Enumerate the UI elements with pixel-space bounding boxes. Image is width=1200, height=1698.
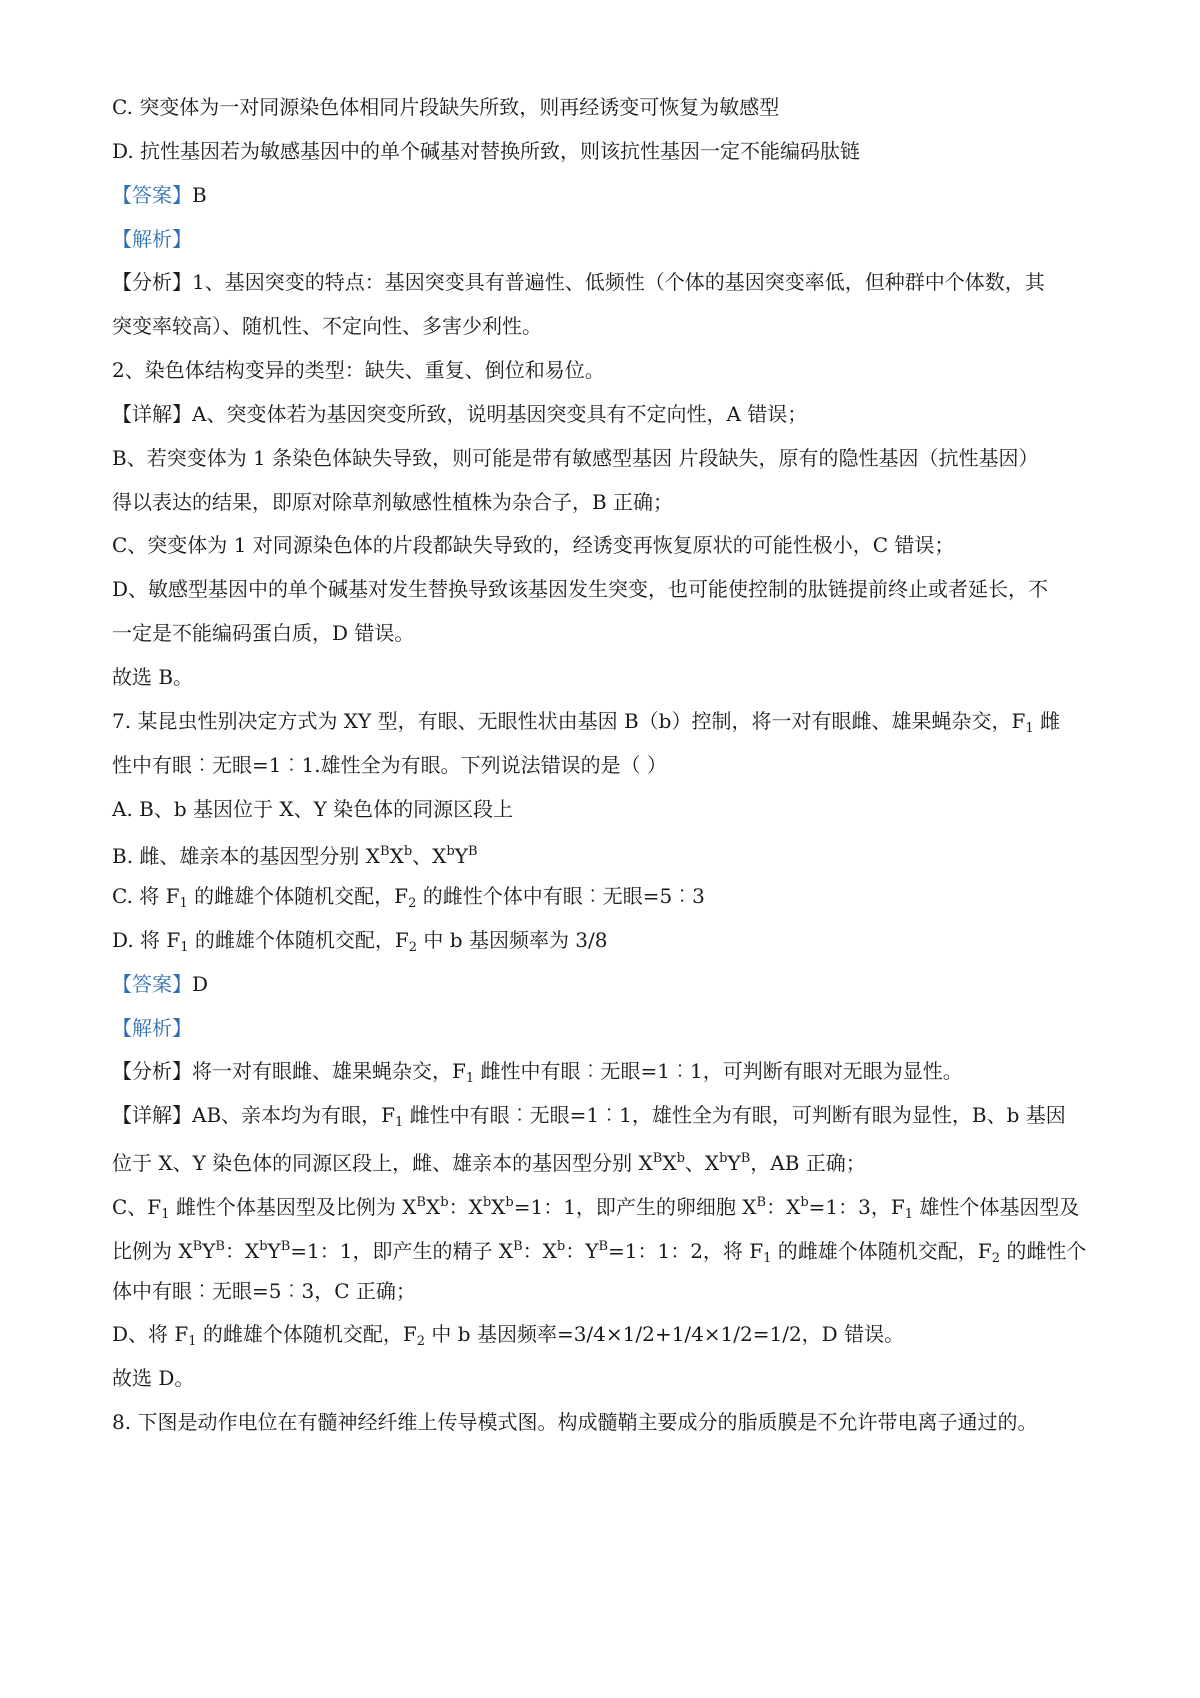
subscript: 2 bbox=[416, 1334, 426, 1349]
text: B. 雌、雄亲本的基因型分别 X bbox=[112, 844, 381, 868]
subscript: 1 bbox=[763, 1251, 772, 1266]
text: 的雌性个 bbox=[999, 1239, 1087, 1263]
q7-detail-line5: 体中有眼︰无眼=5︰3，C 正确； bbox=[112, 1279, 416, 1303]
q7-jiexi-tag: 【解析】 bbox=[112, 1016, 192, 1040]
q7-detail-line6 bbox=[112, 1320, 904, 1356]
subscript: 1 bbox=[161, 1207, 170, 1222]
superscript: B bbox=[598, 1239, 608, 1254]
subscript: 2 bbox=[991, 1251, 1000, 1266]
q6-detail-b1: B、若突变体为 1 条染色体缺失导致，则可能是带有敏感型基因 片段缺失，原有的隐性基因（抗性基因） bbox=[112, 446, 1039, 470]
q6-detail-d2: 一定是不能编码蛋白质，D 错误。 bbox=[112, 621, 415, 645]
text: Y bbox=[267, 1239, 281, 1263]
q6-option-d: D. 抗性基因若为敏感基因中的单个碱基对替换所致，则该抗性基因一定不能编码肽链 bbox=[112, 139, 861, 163]
text: X bbox=[425, 1195, 441, 1219]
text: X bbox=[468, 1195, 483, 1219]
superscript: B bbox=[756, 1195, 767, 1210]
answer-tag: 【答案】 bbox=[112, 183, 192, 207]
q6-detail-a: 【详解】A、突变体若为基因突变所致，说明基因突变具有不定向性，A 错误； bbox=[112, 402, 808, 426]
text: X bbox=[389, 844, 404, 868]
subscript: 1 bbox=[180, 940, 189, 955]
text: 7. 某昆虫性别决定方式为 XY 型，有眼、无眼性状由基因 B（b）控制，将一对有眼雌、雄果蝇杂交，F bbox=[112, 709, 1026, 733]
text: 【详解】AB、亲本均为有眼，F bbox=[112, 1103, 396, 1127]
q6-detail-b2: 得以表达的结果，即原对除草剂敏感性植株为杂合子，B 正确； bbox=[112, 490, 674, 514]
q7-stem-line1 bbox=[112, 707, 1060, 743]
text: X bbox=[542, 1239, 557, 1263]
superscript: b bbox=[446, 844, 455, 859]
text: 雌性中有眼︰无眼=1︰1，雄性全为有眼，可判断有眼为显性，B、b 基因 bbox=[403, 1103, 1066, 1127]
superscript: b bbox=[440, 1195, 449, 1210]
subscript: 2 bbox=[408, 896, 417, 911]
text: 【分析】将一对有眼雌、雄果蝇杂交，F bbox=[112, 1059, 466, 1083]
text: 雄性个体基因型及 bbox=[913, 1195, 1080, 1219]
q7-detail-line2 bbox=[112, 1145, 866, 1177]
text: =1：1：2，将 F bbox=[608, 1239, 764, 1263]
text: =1：3，F bbox=[808, 1195, 905, 1219]
text: ： bbox=[224, 1239, 245, 1263]
q7-detail-line3 bbox=[112, 1189, 1079, 1229]
q7-conclusion: 故选 D。 bbox=[112, 1366, 195, 1390]
text: C. 将 F bbox=[112, 884, 180, 908]
text: 雌 bbox=[1033, 709, 1060, 733]
answer-value: D bbox=[192, 972, 209, 996]
text: 、 bbox=[412, 844, 433, 868]
superscript: b bbox=[719, 1151, 728, 1166]
superscript: b bbox=[482, 1195, 492, 1210]
text: X bbox=[662, 1151, 677, 1175]
text: 的雌雄个体随机交配，F bbox=[771, 1239, 992, 1263]
text: 中 b 基因频率为 3/8 bbox=[417, 928, 608, 952]
text: ： bbox=[565, 1239, 586, 1263]
superscript: B bbox=[192, 1239, 203, 1254]
text: 的雌雄个体随机交配，F bbox=[196, 1322, 417, 1346]
text: 的雌性个体中有眼︰无眼=5︰3 bbox=[416, 884, 705, 908]
superscript: B bbox=[740, 1151, 751, 1166]
text: 雌性中有眼︰无眼=1︰1，可判断有眼对无眼为显性。 bbox=[474, 1059, 963, 1083]
q6-analysis-2: 2、染色体结构变异的类型：缺失、重复、倒位和易位。 bbox=[112, 358, 605, 382]
q7-option-b bbox=[112, 838, 478, 870]
q7-detail-line4 bbox=[112, 1233, 1086, 1273]
q6-jiexi-tag: 【解析】 bbox=[112, 227, 192, 251]
superscript: b bbox=[800, 1195, 809, 1210]
subscript: 1 bbox=[179, 896, 188, 911]
superscript: B bbox=[416, 1195, 426, 1210]
text: X bbox=[704, 1151, 720, 1175]
text: ，AB 正确； bbox=[750, 1151, 866, 1175]
q7-detail-line1 bbox=[112, 1101, 1066, 1137]
subscript: 1 bbox=[1025, 721, 1034, 736]
text: X bbox=[432, 844, 447, 868]
text: ： bbox=[448, 1195, 469, 1219]
text: 的雌雄个体随机交配，F bbox=[188, 928, 409, 952]
superscript: B bbox=[215, 1239, 225, 1254]
q7-option-a: A. B、b 基因位于 X、Y 染色体的同源区段上 bbox=[112, 797, 514, 821]
text: 中 b 基因频率=3/4×1/2+1/4×1/2=1/2，D 错误。 bbox=[425, 1322, 905, 1346]
text: ： bbox=[522, 1239, 543, 1263]
q6-detail-d1: D、敏感型基因中的单个碱基对发生替换导致该基因发生突变，也可能使控制的肽链提前终止或者延长，不 bbox=[112, 577, 1049, 601]
text: 的雌雄个体随机交配，F bbox=[187, 884, 409, 908]
superscript: B bbox=[652, 1151, 663, 1166]
text: =1：1，即产生的精子 X bbox=[290, 1239, 514, 1263]
text: Y bbox=[202, 1239, 216, 1263]
text: Y bbox=[585, 1239, 599, 1263]
answer-value: B bbox=[192, 183, 207, 207]
text: =1：1，即产生的卵细胞 X bbox=[513, 1195, 757, 1219]
text: D. 将 F bbox=[112, 928, 181, 952]
superscript: B bbox=[467, 844, 478, 859]
superscript: b bbox=[505, 1195, 514, 1210]
subscript: 1 bbox=[904, 1207, 914, 1222]
text: X bbox=[244, 1239, 260, 1263]
superscript: B bbox=[513, 1239, 523, 1254]
superscript: b bbox=[259, 1239, 268, 1254]
text: C、F bbox=[112, 1195, 162, 1219]
answer-tag: 【答案】 bbox=[112, 972, 192, 996]
q6-conclusion: 故选 B。 bbox=[112, 665, 194, 689]
text: D、将 F bbox=[112, 1322, 189, 1346]
text: 位于 X、Y 染色体的同源区段上，雌、雄亲本的基因型分别 X bbox=[112, 1151, 653, 1175]
subscript: 1 bbox=[188, 1334, 197, 1349]
text: 雌性个体基因型及比例为 X bbox=[169, 1195, 417, 1219]
q6-detail-c: C、突变体为 1 对同源染色体的片段都缺失导致的，经诱变再恢复原状的可能性极小，C 错误； bbox=[112, 533, 955, 557]
superscript: B bbox=[280, 1239, 291, 1254]
text: X bbox=[491, 1195, 506, 1219]
subscript: 1 bbox=[465, 1071, 475, 1086]
subscript: 1 bbox=[395, 1115, 404, 1130]
text: 、 bbox=[684, 1151, 705, 1175]
superscript: B bbox=[380, 844, 390, 859]
q6-analysis-1b: 突变率较高）、随机性、不定向性、多害少利性。 bbox=[112, 314, 542, 338]
q7-answer bbox=[112, 970, 208, 998]
text: Y bbox=[454, 844, 468, 868]
superscript: b bbox=[403, 844, 413, 859]
text: Y bbox=[727, 1151, 741, 1175]
text: X bbox=[786, 1195, 801, 1219]
q7-option-c bbox=[112, 882, 705, 918]
text: 比例为 X bbox=[112, 1239, 193, 1263]
q7-option-d bbox=[112, 926, 608, 962]
q6-option-c: C. 突变体为一对同源染色体相同片段缺失所致，则再经诱变可恢复为敏感型 bbox=[112, 95, 780, 119]
superscript: b bbox=[676, 1151, 685, 1166]
q7-stem-line2: 性中有眼︰无眼=1︰1.雄性全为有眼。下列说法错误的是（ ） bbox=[112, 753, 667, 777]
subscript: 2 bbox=[408, 940, 418, 955]
superscript: b bbox=[556, 1239, 566, 1254]
q8-stem: 8. 下图是动作电位在有髓神经纤维上传导模式图。构成髓鞘主要成分的脂质膜是不允许带电离子通过的。 bbox=[112, 1410, 1038, 1434]
q7-analysis bbox=[112, 1057, 963, 1093]
q6-analysis-1: 【分析】1、基因突变的特点：基因突变具有普遍性、低频性（个体的基因突变率低，但种群中个体数，其 bbox=[112, 270, 1045, 294]
q6-answer bbox=[112, 181, 207, 209]
text: ： bbox=[766, 1195, 787, 1219]
